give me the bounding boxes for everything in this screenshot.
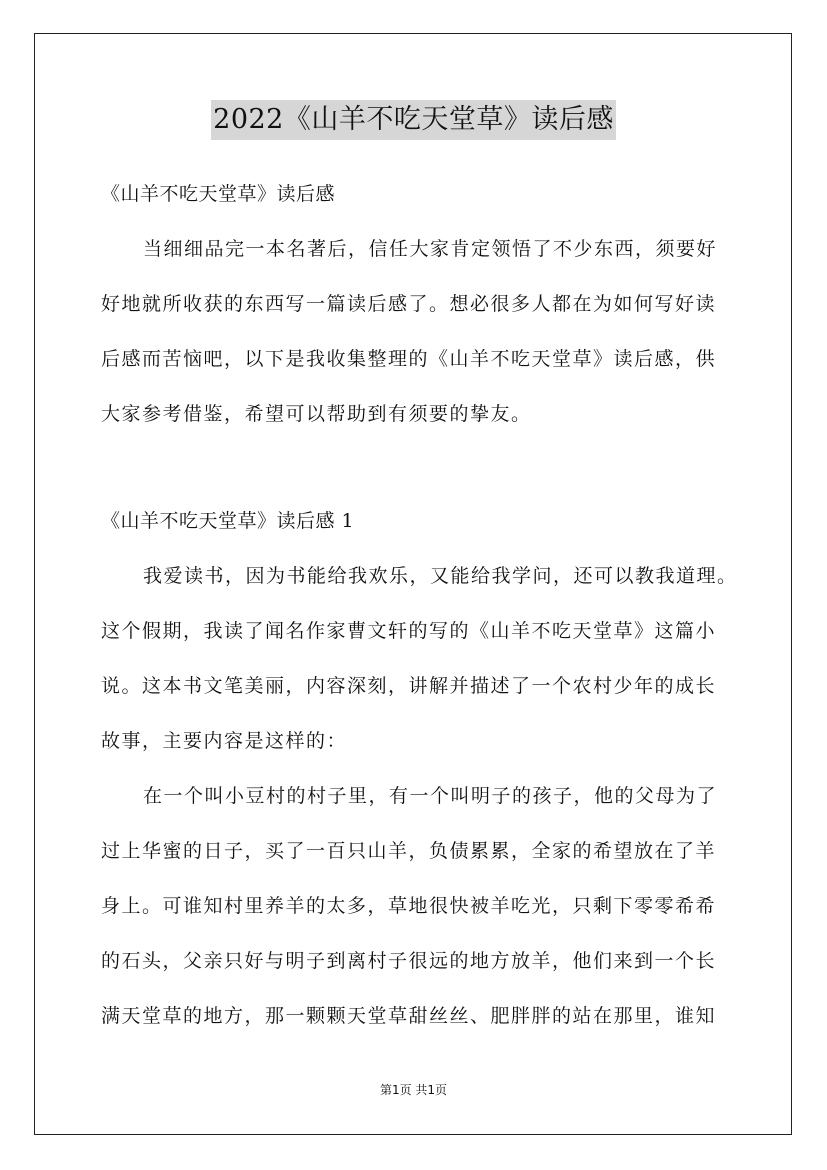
intro-line: 好地就所收获的东西写一篇读后感了。想必很多人都在为如何写好读 bbox=[101, 293, 717, 315]
document-body bbox=[101, 172, 741, 1049]
paragraph-line: 的石头，父亲只好与明子到离村子很远的地方放羊，他们来到一个长 bbox=[101, 950, 717, 972]
section-gap bbox=[101, 447, 741, 499]
paragraph-line: 满天堂草的地方，那一颗颗天堂草甜丝丝、肥胖胖的站在那里，谁知 bbox=[101, 1005, 717, 1027]
document-title: 2022《山羊不吃天堂草》读后感 bbox=[211, 100, 616, 140]
page-footer: 第1页 共1页 bbox=[379, 1083, 448, 1097]
intro-line: 大家参考借鉴，希望可以帮助到有须要的挚友。 bbox=[101, 403, 532, 425]
paragraph-line: 说。这本书文笔美丽，内容深刻，讲解并描述了一个农村少年的成长 bbox=[101, 675, 717, 697]
intro-line: 当细细品完一本名著后，信任大家肯定领悟了不少东西，须要好 bbox=[143, 238, 718, 260]
paragraph-line: 故事，主要内容是这样的： bbox=[101, 730, 348, 752]
paragraph-line: 这个假期，我读了闻名作家曹文轩的写的《山羊不吃天堂草》这篇小 bbox=[101, 620, 717, 642]
intro-line: 后感而苦恼吧，以下是我收集整理的《山羊不吃天堂草》读后感，供 bbox=[101, 348, 717, 370]
paragraph-line: 过上华蜜的日子，买了一百只山羊，负债累累，全家的希望放在了羊 bbox=[101, 840, 717, 862]
paragraph-line: 在一个叫小豆村的村子里，有一个叫明子的孩子，他的父母为了 bbox=[143, 785, 718, 807]
section-heading: 《山羊不吃天堂草》读后感 1 bbox=[101, 510, 355, 532]
title-wrap bbox=[0, 100, 827, 140]
subtitle: 《山羊不吃天堂草》读后感 bbox=[101, 183, 336, 205]
paragraph-line: 我爱读书，因为书能给我欢乐，又能给我学问，还可以教我道理。 bbox=[143, 565, 738, 587]
paragraph-line: 身上。可谁知村里养羊的太多，草地很快被羊吃光，只剩下零零希希 bbox=[101, 895, 717, 917]
